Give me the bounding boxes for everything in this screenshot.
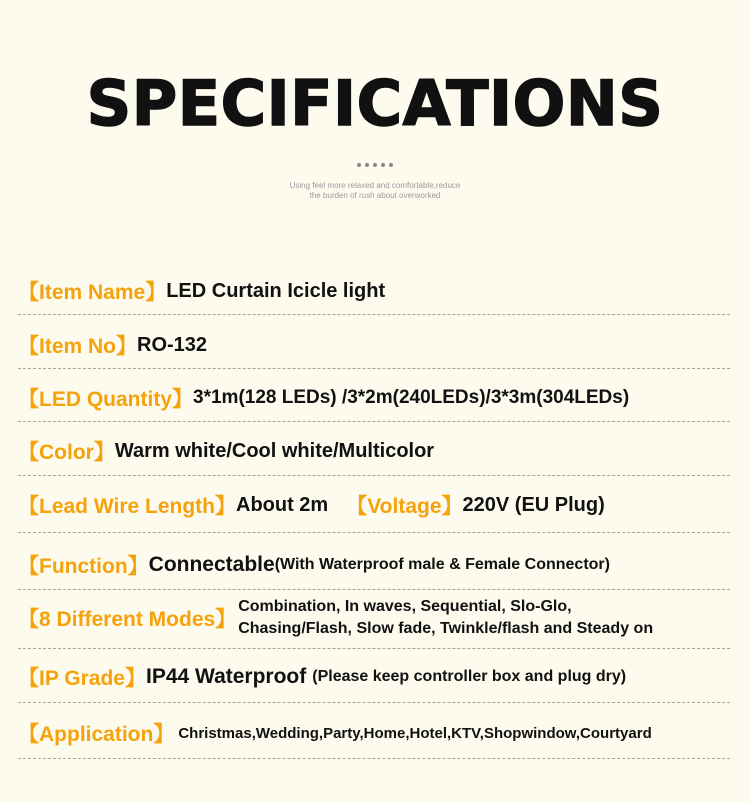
spec-label: 【Application】 — [18, 723, 175, 746]
divider — [18, 421, 730, 422]
spec-value: LED Curtain Icicle light — [166, 279, 386, 302]
dot — [357, 163, 361, 167]
dot — [381, 163, 385, 167]
spec-label: 【Lead Wire Length】 — [18, 495, 236, 518]
dot — [373, 163, 377, 167]
dot — [365, 163, 369, 167]
subtitle-line-1: Using feel more relaxed and comfortable,reduce — [289, 181, 461, 190]
spec-label: 【8 Different Modes】 — [18, 608, 237, 631]
page-title: SPECIFICATIONS — [86, 67, 664, 140]
spec-row-application — [18, 718, 732, 748]
spec-label: 【LED Quantity】 — [18, 388, 194, 411]
spec-value: Connectable — [148, 553, 275, 576]
divider — [18, 368, 730, 369]
spec-value-multiline — [238, 596, 653, 640]
decorative-dots — [0, 163, 750, 167]
spec-row-lead-wire-voltage — [18, 490, 732, 520]
spec-row-item-name — [18, 276, 732, 306]
divider — [18, 532, 730, 533]
spec-value: Christmas,Wedding,Party,Home,Hotel,KTV,Shopwindow,Courtyard — [178, 724, 652, 742]
spec-label: 【Function】 — [18, 555, 149, 578]
spec-note: (Please keep controller box and plug dry) — [312, 668, 627, 685]
spec-value: 220V (EU Plug) — [462, 493, 605, 516]
spec-value: Warm white/Cool white/Multicolor — [114, 439, 435, 462]
spec-value: RO-132 — [137, 333, 208, 356]
divider — [18, 475, 730, 476]
divider — [18, 702, 730, 703]
spec-value: IP44 Waterproof — [146, 665, 307, 688]
spec-label: 【Item Name】 — [18, 281, 167, 304]
spec-label: 【Item No】 — [18, 335, 138, 358]
divider — [18, 648, 730, 649]
spec-row-ip-grade — [18, 662, 732, 692]
spec-label: 【Voltage】 — [346, 495, 463, 518]
spec-value-line: Combination, In waves, Sequential, Slo-Glo, — [238, 598, 572, 615]
subtitle-line-2: the burden of rush about overworked — [309, 191, 441, 200]
spec-value: 3*1m(128 LEDs) /3*2m(240LEDs)/3*3m(304LEDs) — [193, 387, 630, 408]
spec-row-item-no — [18, 330, 732, 360]
spec-row-color — [18, 436, 732, 466]
divider — [18, 589, 730, 590]
spec-value: About 2m — [236, 493, 329, 516]
spec-label: 【Color】 — [18, 441, 115, 464]
spec-row-function — [18, 550, 732, 580]
divider — [18, 758, 730, 759]
spec-value-line: Chasing/Flash, Slow fade, Twinkle/flash and Steady on — [238, 620, 654, 637]
spec-label: 【IP Grade】 — [18, 667, 146, 690]
spec-note: (With Waterproof male & Female Connector) — [274, 556, 610, 573]
dot — [389, 163, 393, 167]
spec-row-led-quantity — [18, 383, 732, 413]
spec-row-modes — [18, 596, 732, 640]
divider — [18, 314, 730, 315]
